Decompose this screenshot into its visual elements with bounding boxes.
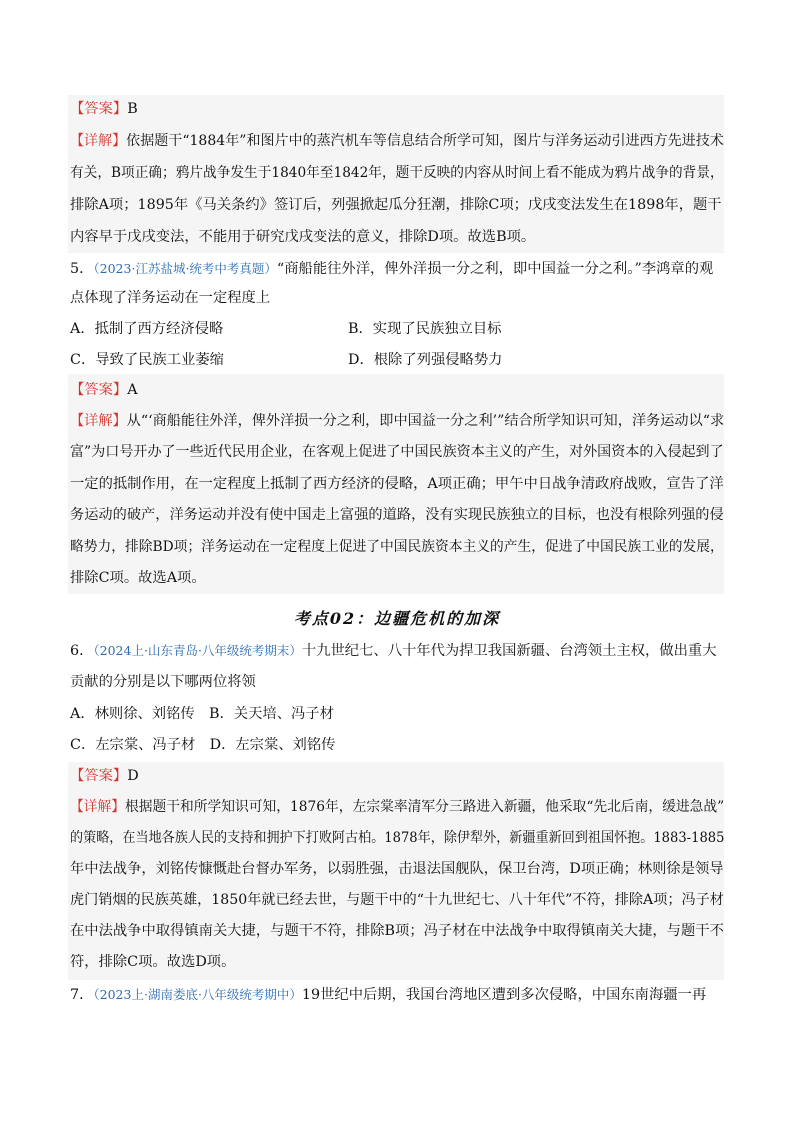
- stem-text: 19世纪中后期，我国台湾地区遭到多次侵略，中国东南海疆一再: [301, 987, 707, 1003]
- stem-text: 十九世纪七、八十年代为捍卫我国新疆、台湾领土主权，做出重大: [301, 643, 717, 659]
- detail-tag: 【详解】: [70, 413, 127, 429]
- question-source: （2024上·山东青岛·八年级统考期末）: [93, 643, 302, 658]
- answer-tag: 【答案】: [70, 101, 128, 117]
- detail-text: 根据题干和所学知识可知，1876年，左宗棠率清军分三路进入新疆，他采取“先北后南，缓进急战”: [125, 799, 725, 815]
- q4-detail-line-2: 有关，B项正确；鸦片战争发生于1840年至1842年，题干反映的内容从时间上看不能成为鸦片战争的背景，: [70, 165, 724, 181]
- question-source: （2023·江苏盐城·统考中考真题）: [93, 261, 277, 276]
- q4-detail-line-3: 排除A项；1895年《马关条约》签订后，列强掀起瓜分狂潮，排除C项；戊戌变法发生在1898年，题干: [70, 197, 722, 213]
- q6-detail-line-1: [70, 797, 724, 817]
- q6-stem-line-1: [70, 641, 717, 661]
- q5-detail-line-6: 排除C项。故选A项。: [70, 570, 206, 586]
- answer-value: A: [127, 382, 138, 398]
- q4-answer-line: [70, 99, 138, 119]
- q5-option-b: B．实现了民族独立目标: [348, 321, 502, 337]
- q7-stem-line-1: [70, 985, 706, 1005]
- detail-tag: 【详解】: [70, 133, 127, 149]
- answer-value: B: [127, 101, 138, 117]
- q6-answer-line: [70, 766, 139, 786]
- q4-detail-line-4: 内容早于戊戌变法，不能用于研究戊戌变法的意义，排除D项。故选B项。: [70, 229, 536, 245]
- q5-detail-line-4: 务运动的破产，洋务运动并没有使中国走上富强的道路，没有实现民族独立的目标，也没有根除列强的侵: [70, 507, 724, 523]
- q6-stem-line-2: 贡献的分别是以下哪两位将领: [70, 674, 256, 690]
- question-number: 5．: [70, 261, 94, 277]
- stem-text: “商船能往外洋，俾外洋损一分之利，即中国益一分之利。”李鸿章的观: [276, 261, 714, 277]
- q5-option-a: A．抵制了西方经济侵略: [70, 321, 224, 337]
- q4-detail-line-1: [70, 131, 724, 151]
- q5-detail-line-2: 富”为口号开办了一些近代民用企业，在客观上促进了中国民族资本主义的产生，对外国资本的入侵起到了: [70, 444, 724, 460]
- detail-text: 依据题干“1884年”和图片中的蒸汽机车等信息结合所学可知，图片与洋务运动引进西方先进技术: [126, 133, 724, 149]
- section-title: 考点02：边疆危机的加深: [293, 609, 501, 628]
- q5-answer-line: [70, 380, 138, 400]
- question-number: 6．: [70, 643, 94, 659]
- answer-tag: 【答案】: [70, 768, 128, 784]
- q6-detail-line-3: 年中法战争，刘铭传慷慨赴台督办军务，以弱胜强，击退法国舰队，保卫台湾，D项正确；林则徐是领导: [70, 861, 724, 877]
- q6-detail-line-4: 虎门销烟的民族英雄，1850年就已经去世，与题干中的“十九世纪七、八十年代”不符，排除A项；冯子材: [70, 892, 724, 908]
- q6-detail-line-6: 符，排除C项。故选D项。: [70, 954, 236, 970]
- q5-detail-line-5: 略势力，排除BD项；洋务运动在一定程度上促进了中国民族资本主义的产生，促进了中国民族工业的发展，: [70, 539, 724, 555]
- q5-stem-line-2: 点体现了洋务运动在一定程度上: [70, 290, 271, 306]
- q5-detail-line-1: [70, 411, 724, 431]
- detail-text: 从“‘商船能往外洋，俾外洋损一分之利，即中国益一分之利’”结合所学知识可知，洋务运动以“求: [126, 413, 725, 429]
- q5-stem-line-1: [70, 259, 713, 279]
- question-number: 7．: [70, 987, 94, 1003]
- q5-option-c: C．导致了民族工业萎缩: [70, 352, 224, 368]
- answer-value: D: [127, 768, 139, 784]
- question-source: （2023上·湖南娄底·八年级统考期中）: [93, 987, 302, 1002]
- q6-options-row-2: C．左宗棠、冯子材 D．左宗棠、刘铭传: [70, 737, 336, 753]
- q6-options-row-1: A．林则徐、刘铭传 B．关天培、冯子材: [70, 706, 334, 722]
- q5-detail-line-3: 一定的抵制作用，在一定程度上抵制了西方经济的侵略，A项正确；甲午中日战争清政府战败，宣告了洋: [70, 476, 724, 492]
- answer-tag: 【答案】: [70, 382, 128, 398]
- detail-tag: 【详解】: [70, 799, 126, 815]
- q6-detail-line-5: 在中法战争中取得镇南关大捷，与题干不符，排除B项；冯子材在中法战争中取得镇南关大捷，与题干不: [70, 923, 724, 939]
- q5-option-d: D．根除了列强侵略势力: [348, 352, 503, 368]
- q6-detail-line-2: 的策略，在当地各族人民的支持和拥护下打败阿古柏。1878年，除伊犁外，新疆重新回到祖国怀抱。1883-1885: [70, 830, 725, 846]
